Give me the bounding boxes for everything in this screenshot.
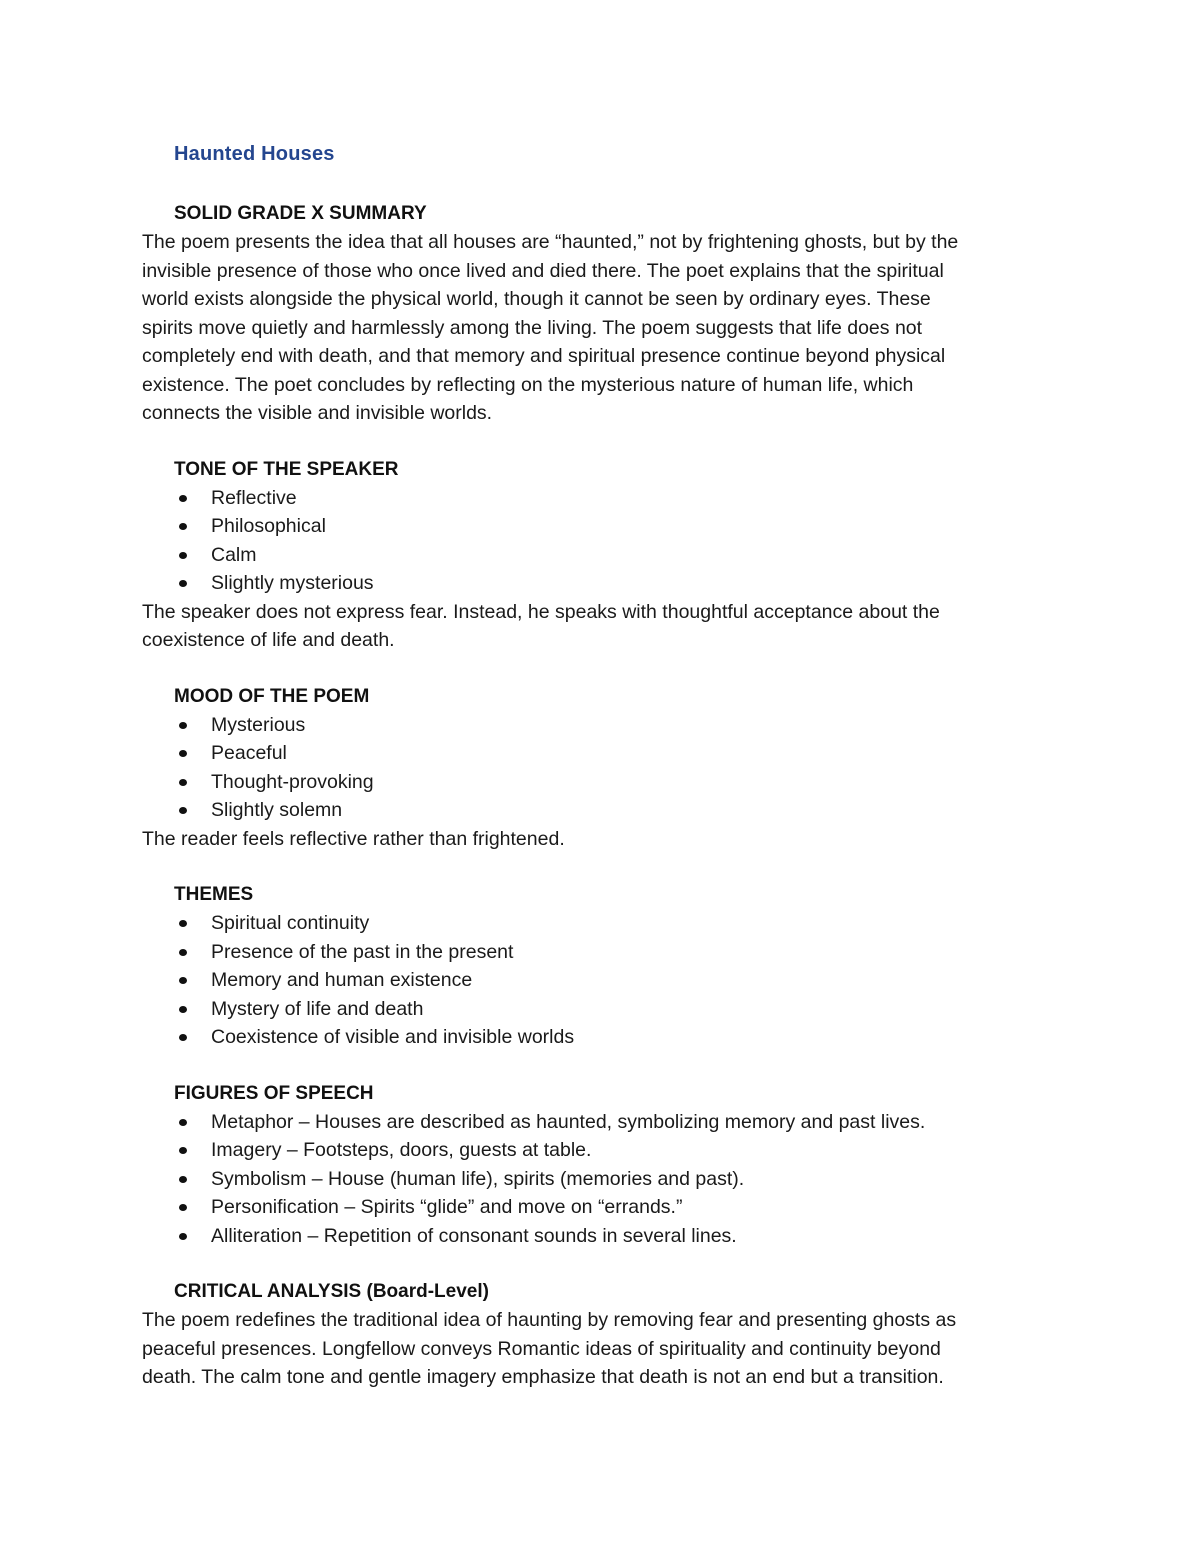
- bullet-dot-icon: [179, 920, 187, 927]
- analysis-paragraph: [142, 1306, 1062, 1392]
- figures-list: [142, 1108, 1062, 1251]
- list-item-text: Thought-provoking: [211, 770, 374, 793]
- bullet-dot-icon: [179, 1147, 187, 1154]
- list-item-text: Reflective: [211, 486, 297, 509]
- summary-line: connects the visible and invisible worlds.: [142, 402, 493, 424]
- bullet-dot-icon: [179, 495, 187, 502]
- summary-line: invisible presence of those who once lived and died there. The poet explains that the spiritual: [142, 259, 944, 282]
- bullet-dot-icon: [179, 523, 187, 530]
- mood-list: [142, 711, 1062, 825]
- list-item-text: Mysterious: [211, 713, 306, 736]
- figures-section: [142, 1080, 1062, 1251]
- tone-list: [142, 484, 1062, 598]
- list-item: [142, 796, 1062, 825]
- tone-section: [142, 456, 1062, 655]
- bullet-dot-icon: [179, 977, 187, 984]
- list-item-text: Philosophical: [211, 515, 326, 537]
- bullet-dot-icon: [179, 552, 187, 559]
- analysis-line: peaceful presences. Longfellow conveys Romantic ideas of spirituality and continuity beyond: [142, 1337, 941, 1360]
- list-item-text: Slightly mysterious: [211, 572, 374, 594]
- list-item-text: Coexistence of visible and invisible worlds: [211, 1026, 575, 1048]
- summary-line: The poem presents the idea that all houses are “haunted,” not by frightening ghosts, but by the: [142, 231, 959, 253]
- list-item-text: Mystery of life and death: [211, 997, 424, 1020]
- bullet-dot-icon: [179, 949, 187, 956]
- list-item-text: Imagery – Footsteps, doors, guests at table.: [211, 1139, 592, 1161]
- list-item: [142, 1222, 1062, 1251]
- list-item: [142, 711, 1062, 740]
- bullet-dot-icon: [179, 1176, 187, 1183]
- list-item: [142, 541, 1062, 570]
- analysis-section: [142, 1278, 1062, 1392]
- analysis-line: death. The calm tone and gentle imagery emphasize that death is not an end but a transition.: [142, 1366, 944, 1388]
- summary-section: [142, 200, 1062, 428]
- summary-line: spirits move quietly and harmlessly among the living. The poem suggests that life does not: [142, 316, 923, 339]
- themes-heading: THEMES: [174, 884, 254, 905]
- list-item-text: Symbolism – House (human life), spirits (memories and past).: [211, 1167, 745, 1190]
- bullet-dot-icon: [179, 1006, 187, 1013]
- list-item: [142, 512, 1062, 541]
- summary-line: world exists alongside the physical world, though it cannot be seen by ordinary eyes. These: [142, 288, 931, 310]
- list-item: [142, 966, 1062, 995]
- bullet-dot-icon: [179, 750, 187, 757]
- bullet-dot-icon: [179, 1233, 187, 1240]
- summary-paragraph: [142, 228, 1062, 428]
- list-item-text: Personification – Spirits “glide” and move on “errands.”: [211, 1196, 683, 1218]
- list-item-text: Slightly solemn: [211, 799, 343, 821]
- summary-heading: SOLID GRADE X SUMMARY: [174, 203, 427, 224]
- summary-line: completely end with death, and that memory and spiritual presence continue beyond physical: [142, 345, 946, 367]
- list-item-text: Metaphor – Houses are described as haunted, symbolizing memory and past lives.: [211, 1110, 926, 1133]
- list-item: [142, 909, 1062, 938]
- list-item: [142, 1108, 1062, 1137]
- document-page: [142, 138, 1062, 1392]
- bullet-dot-icon: [179, 1034, 187, 1041]
- document-title: Haunted Houses: [174, 143, 335, 165]
- mood-note-line: The reader feels reflective rather than frightened.: [142, 827, 565, 850]
- list-item: [142, 484, 1062, 513]
- list-item: [142, 1165, 1062, 1194]
- bullet-dot-icon: [179, 722, 187, 729]
- list-item-text: Memory and human existence: [211, 969, 473, 991]
- list-item-text: Calm: [211, 543, 257, 566]
- bullet-dot-icon: [179, 1204, 187, 1211]
- list-item: [142, 938, 1062, 967]
- figures-heading: FIGURES OF SPEECH: [174, 1082, 374, 1104]
- bullet-dot-icon: [179, 779, 187, 786]
- list-item-text: Presence of the past in the present: [211, 940, 514, 963]
- themes-section: [142, 881, 1062, 1052]
- list-item-text: Spiritual continuity: [211, 912, 370, 934]
- bullet-dot-icon: [179, 580, 187, 587]
- list-item: [142, 569, 1062, 598]
- list-item: [142, 1193, 1062, 1222]
- list-item: [142, 1023, 1062, 1052]
- tone-note-line: The speaker does not express fear. Instead, he speaks with thoughtful acceptance about the: [142, 600, 940, 623]
- list-item-text: Peaceful: [211, 742, 287, 764]
- tone-note-line: coexistence of life and death.: [142, 629, 395, 651]
- list-item: [142, 995, 1062, 1024]
- summary-line: existence. The poet concludes by reflecting on the mysterious nature of human life, which: [142, 373, 914, 396]
- themes-list: [142, 909, 1062, 1052]
- list-item: [142, 768, 1062, 797]
- list-item-text: Alliteration – Repetition of consonant sounds in several lines.: [211, 1224, 737, 1247]
- bullet-dot-icon: [179, 1119, 187, 1126]
- mood-heading: MOOD OF THE POEM: [174, 685, 370, 707]
- mood-section: [142, 683, 1062, 854]
- list-item: [142, 1136, 1062, 1165]
- bullet-dot-icon: [179, 807, 187, 814]
- analysis-line: The poem redefines the traditional idea of haunting by removing fear and presenting ghosts as: [142, 1309, 957, 1331]
- list-item: [142, 739, 1062, 768]
- analysis-heading: CRITICAL ANALYSIS (Board-Level): [174, 1281, 489, 1302]
- tone-heading: TONE OF THE SPEAKER: [174, 458, 399, 480]
